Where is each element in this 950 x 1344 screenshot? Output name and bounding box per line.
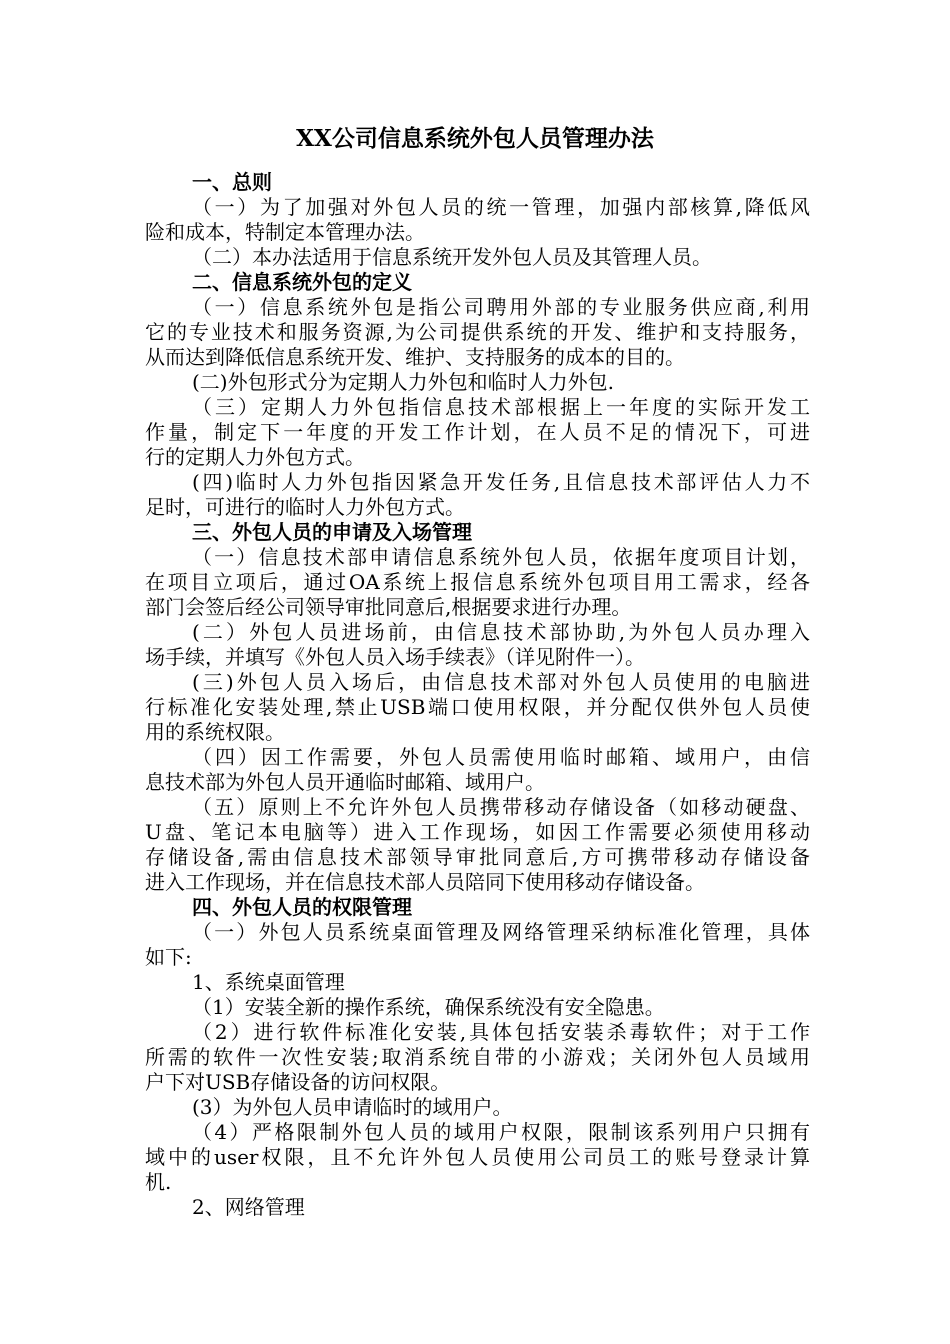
paragraph-line: 部门会签后经公司领导审批同意后,根据要求进行办理。 xyxy=(145,595,632,619)
section-heading: 一、总则 xyxy=(192,170,272,194)
paragraph-line: 在项目立项后，通过OA系统上报信息系统外包项目用工需求，经各 xyxy=(145,570,810,594)
section-heading: 三、外包人员的申请及入场管理 xyxy=(192,520,472,544)
paragraph-line: （一）信息系统外包是指公司聘用外部的专业服务供应商,利用 xyxy=(192,295,810,319)
document-title: XX公司信息系统外包人员管理办法 xyxy=(296,125,654,152)
paragraph-line: 它的专业技术和服务资源,为公司提供系统的开发、维护和支持服务， xyxy=(145,320,810,344)
paragraph-line: （五）原则上不允许外包人员携带移动存储设备（如移动硬盘、 xyxy=(192,795,810,819)
paragraph-line: 如下: xyxy=(145,945,192,969)
paragraph-line: 场手续，并填写《外包人员入场手续表》（详见附件一）。 xyxy=(145,645,645,669)
paragraph-line: 所需的软件一次性安装;取消系统自带的小游戏；关闭外包人员域用 xyxy=(145,1045,810,1069)
paragraph-line: 从而达到降低信息系统开发、维护、支持服务的成本的目的。 xyxy=(145,345,685,369)
paragraph-line: （一）外包人员系统桌面管理及网络管理采纳标准化管理，具体 xyxy=(192,920,810,944)
paragraph-line: (二)外包形式分为定期人力外包和临时人力外包. xyxy=(192,370,614,394)
paragraph-line: 用的系统权限。 xyxy=(145,720,285,744)
paragraph-line: （2）进行软件标准化安装,具体包括安装杀毒软件；对于工作 xyxy=(192,1020,810,1044)
paragraph-line: 存储设备,需由信息技术部领导审批同意后,方可携带移动存储设备 xyxy=(145,845,810,869)
paragraph-line: 2、网络管理 xyxy=(192,1195,305,1219)
paragraph-line: (三)外包人员入场后，由信息技术部对外包人员使用的电脑进 xyxy=(192,670,810,694)
paragraph-line: U盘、笔记本电脑等）进入工作现场，如因工作需要必须使用移动 xyxy=(145,820,810,844)
paragraph-line: （1）安装全新的操作系统，确保系统没有安全隐患。 xyxy=(192,995,665,1019)
paragraph-line: 域中的user权限，且不允许外包人员使用公司员工的账号登录计算 xyxy=(145,1145,810,1169)
paragraph-line: (四)临时人力外包指因紧急开发任务,且信息技术部评估人力不 xyxy=(192,470,810,494)
paragraph-line: 1、系统桌面管理 xyxy=(192,970,345,994)
paragraph-line: 险和成本，特制定本管理办法。 xyxy=(145,220,425,244)
paragraph-line: （4）严格限制外包人员的域用户权限，限制该系列用户只拥有 xyxy=(192,1120,810,1144)
paragraph-line: （二）本办法适用于信息系统开发外包人员及其管理人员。 xyxy=(192,245,712,269)
paragraph-line: 行的定期人力外包方式。 xyxy=(145,445,365,469)
paragraph-line: 息技术部为外包人员开通临时邮箱、域用户。 xyxy=(145,770,545,794)
document-body xyxy=(145,170,810,1220)
paragraph-line: 机. xyxy=(145,1170,172,1194)
paragraph-line: (3）为外包人员申请临时的域用户。 xyxy=(192,1095,513,1119)
paragraph-line: （三）定期人力外包指信息技术部根据上一年度的实际开发工 xyxy=(192,395,810,419)
paragraph-line: （一）信息技术部申请信息系统外包人员，依据年度项目计划， xyxy=(192,545,810,569)
paragraph-line: 户下对USB存储设备的访问权限。 xyxy=(145,1070,451,1094)
paragraph-line: 作量，制定下一年度的开发工作计划，在人员不足的情况下，可进 xyxy=(145,420,810,444)
paragraph-line: 行标准化安装处理,禁止USB端口使用权限，并分配仅供外包人员使 xyxy=(145,695,810,719)
paragraph-line: 进入工作现场，并在信息技术部人员陪同下使用移动存储设备。 xyxy=(145,870,705,894)
section-heading: 二、信息系统外包的定义 xyxy=(192,270,412,294)
section-heading: 四、外包人员的权限管理 xyxy=(192,895,412,919)
paragraph-line: (二）外包人员进场前，由信息技术部协助,为外包人员办理入 xyxy=(192,620,810,644)
paragraph-line: 足时，可进行的临时人力外包方式。 xyxy=(145,495,465,519)
paragraph-line: （一）为了加强对外包人员的统一管理，加强内部核算,降低风 xyxy=(192,195,810,219)
paragraph-line: （四）因工作需要，外包人员需使用临时邮箱、域用户，由信 xyxy=(192,745,810,769)
